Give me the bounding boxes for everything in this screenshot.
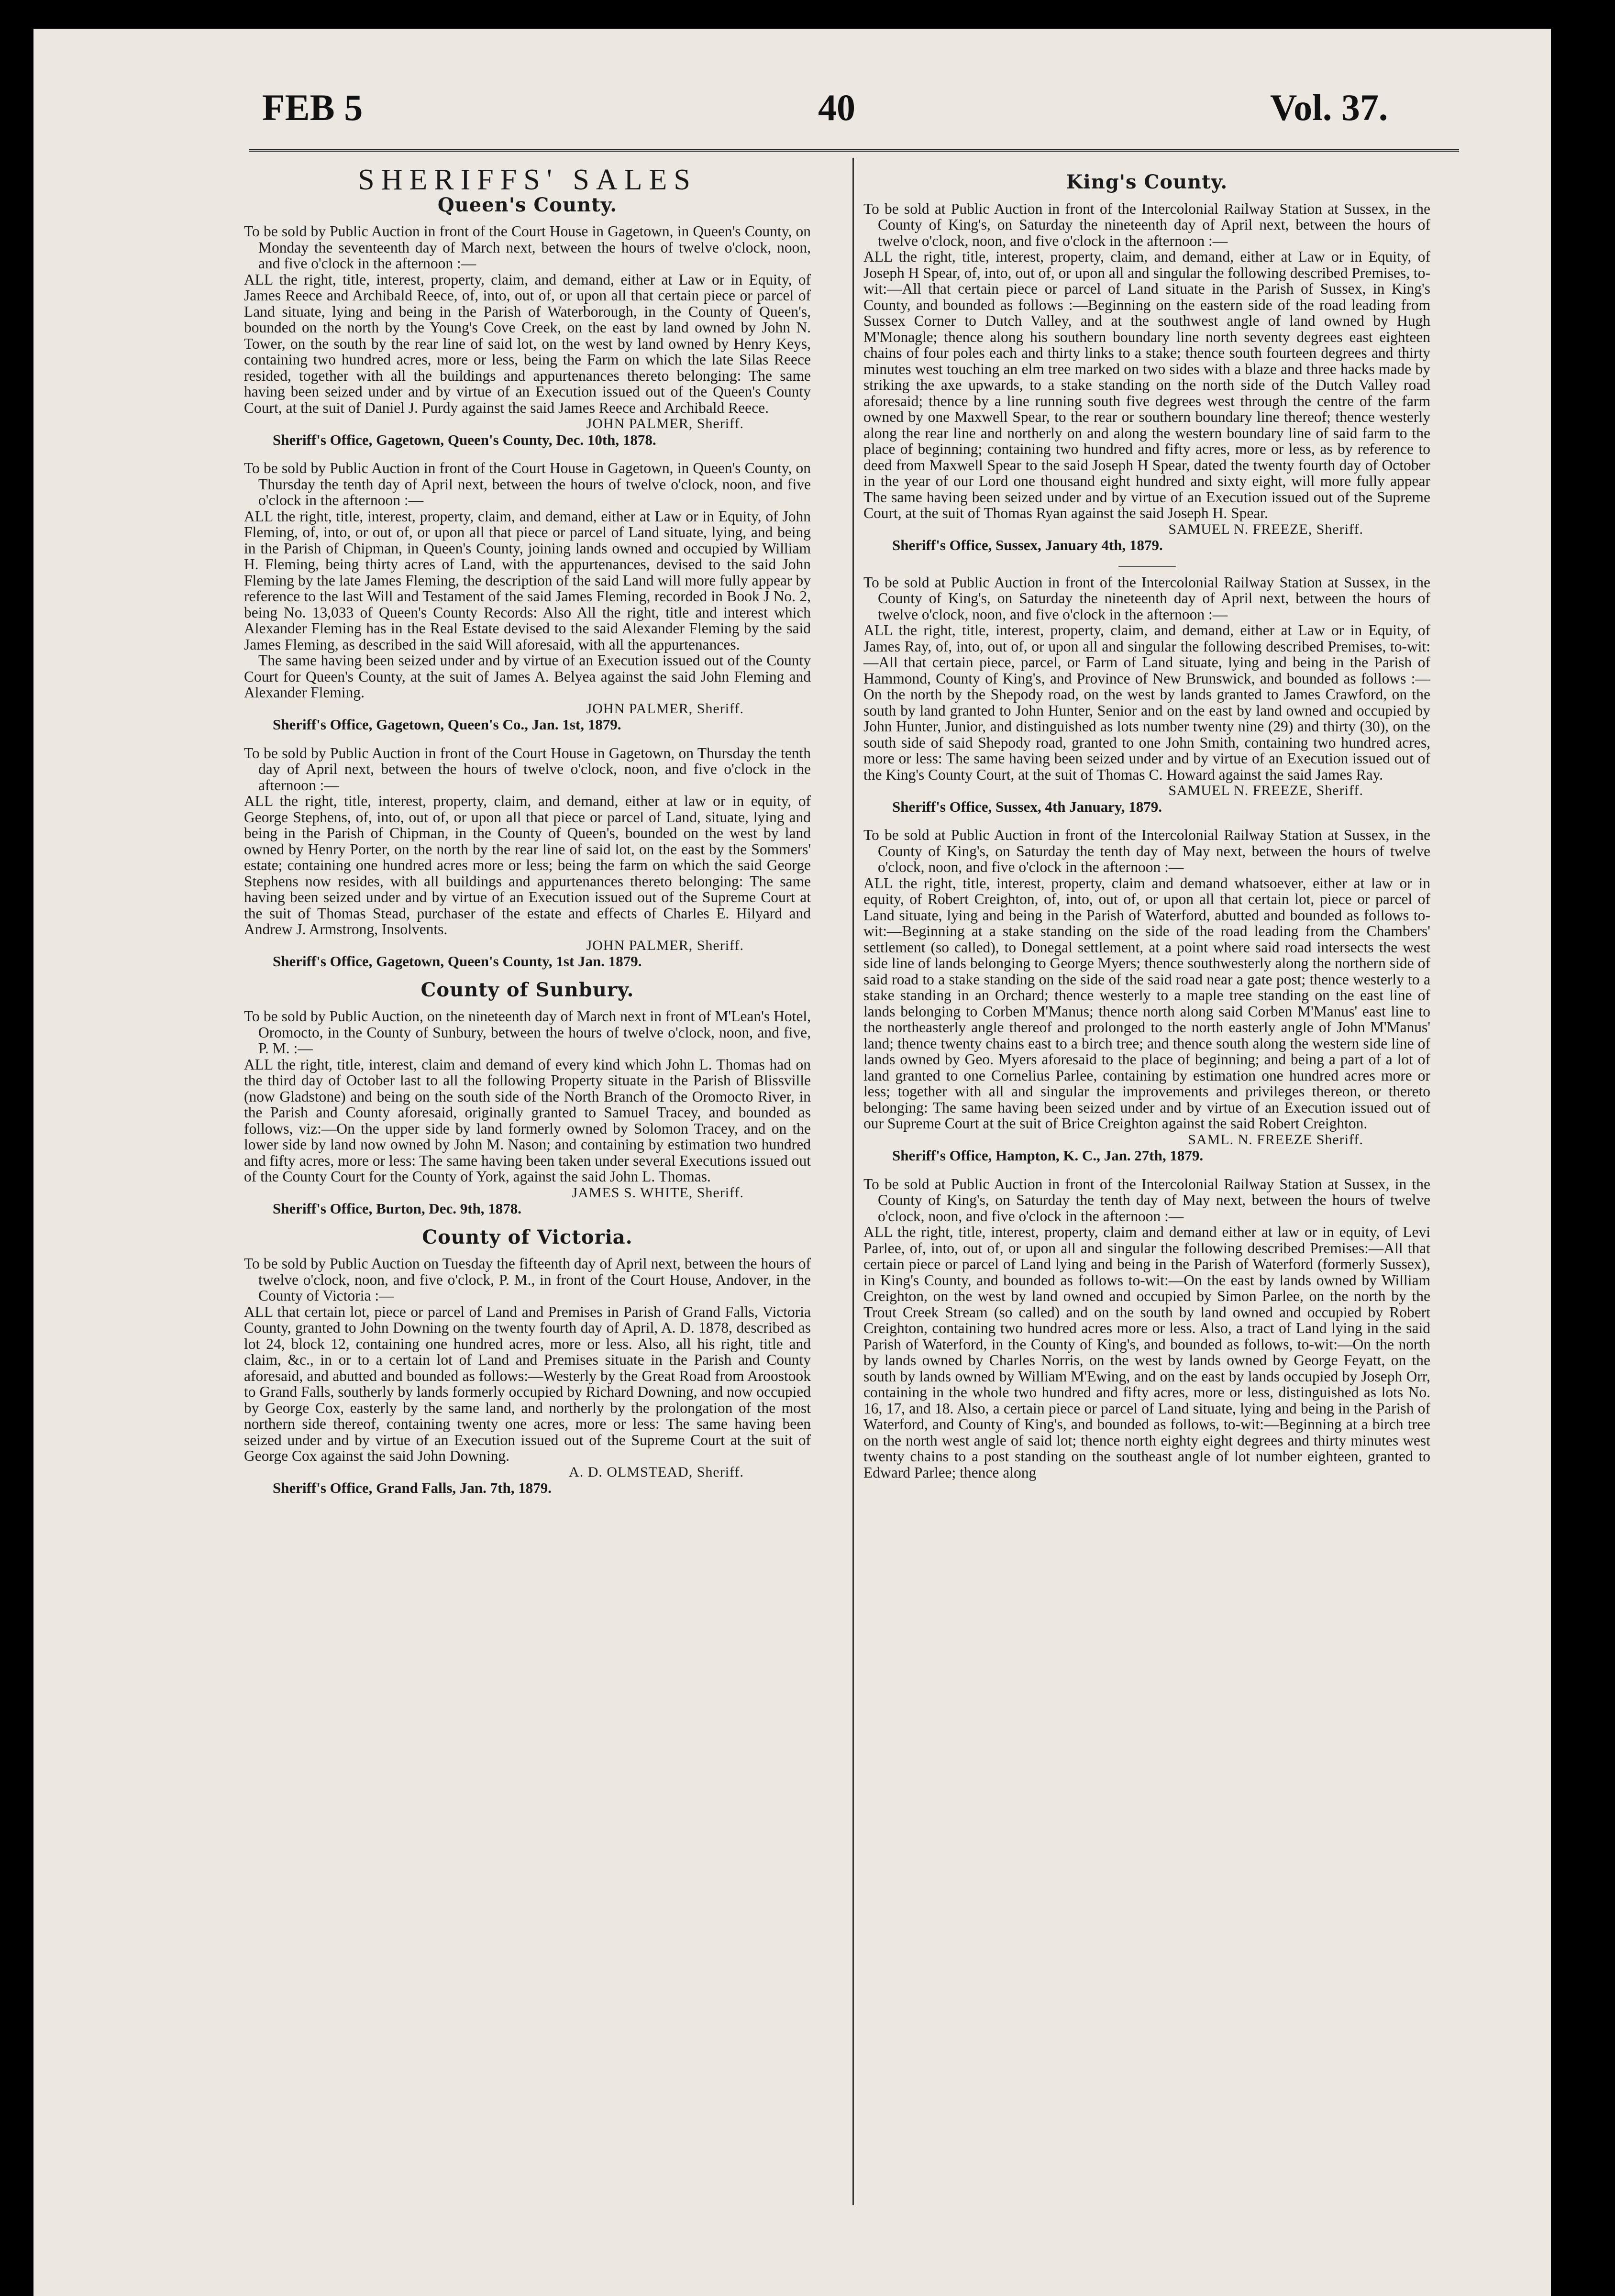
sheriff-office-date: Sheriff's Office, Burton, Dec. 9th, 1878.: [273, 1200, 522, 1217]
notice-body: ALL that certain lot, piece or parcel of Land and Premises in Parish of Grand Falls, Victoria County, granted to John Downing on the twenty fourth day of April, A. D. 1878, described as lot 24, block 12, containing one hundred acres, more or less. Also, all his right, title and claim, &c., in or to a certain lot of Land and Premises situate in the Parish and County aforesaid, and abutted and bounded as follows:—Westerly by the Great Road from Aroostook to Grand Falls, southerly by lands formerly occupied by Richard Downing, and now occupied by George Cox, easterly by the same land, and northerly by the prolongation of the most northern side thereof, containing twenty one acres, more or less: The same having been seized under and by virtue of an Execution issued out of the Supreme Court at the suit of George Cox against the said John Downing.: [244, 1303, 811, 1464]
notice-body: ALL the right, title, interest, property, claim, and demand, either at law or in equity, of George Stephens, of, into, out of, or upon all that piece or parcel of Land, situate, lying and being in the Parish of Chipman, in the County of Queen's, bounded on the west by land owned by Henry Porter, on the north by the rear line of said lot, on the east by the Sommers' estate; containing one hundred acres more or less; being the farm on which the said George Stephens now resides, with all buildings and appurtenances thereto belonging: The same having been seized under and by virtue of an Execution issued out of the Supreme Court at the suit of Thomas Stead, purchaser of the estate and effects of Charles E. Hilyard and Andrew J. Armstrong, Insolvents.: [244, 793, 811, 938]
notice-body: ALL the right, title, interest, property, claim, and demand, either at Law or in Equity, of James Reece and Archibald Reece, of, into, out of, or upon all that certain piece or parcel of Land situate, lying and being in the Parish of Waterborough, in the County of Queen's, bounded on the north by the Young's Cove Creek, on the east by land owned by John N. Tower, on the south by the rear line of said lot, on the west by land owned by Henry Keys, containing two hundred acres, more or less, being the Farm on which the late Silas Reece resided, together with all the buildings and appurtenances thereto belonging: The same having been seized under and by virtue of an Execution issued out of the Queen's County Court, at the suit of Daniel J. Purdy against the said James Reece and Archibald Reece.: [244, 271, 811, 416]
notice-body: ALL the right, title, interest, property, claim, and demand, either at Law or in Equity, of Joseph H Spear, of, into, out of, or upon all and singular the following described Premises, to-wit:—All that certain piece or parcel of Land situate in the Parish of Sussex, in King's County, and bounded as follows :—Beginning on the eastern side of the road leading from Sussex Corner to Dutch Valley, and at the southwest angle of land owned by Hugh M'Monagle; thence along his southern boundary line north seventy degrees east eighteen chains of four poles each and thirty links to a stake; thence south fourteen degrees and thirty minutes west touching an elm tree marked on two sides with a blaze and three hacks made by striking the axe upwards, to a stake standing on the north side of the Dutch Valley road aforesaid; thence by a line running south five degrees west through the centre of the farm owned by one Maxwell Spear, to the rear or southern boundary line thereof; thence westerly along the rear line and northerly on and along the western boundary line of said farm to the place of beginning; containing two hundred and fifty acres, more or less, as by reference to deed from Maxwell Spear to the said Joseph H Spear, dated the twenty fourth day of October in the year of our Lord one thousand eight hundred and sixty eight, will more fully appear The same having been seized under and by virtue of an Execution issued out of the Supreme Court, at the suit of Thomas Ryan against the said Joseph H. Spear.: [863, 248, 1430, 521]
header-rule: [249, 149, 1459, 152]
notice-lead: To be sold at Public Auction in front of the Intercolonial Railway Station at Sussex, in the County of King's, on Saturday the nineteenth day of April next, between the hours of twelve o'clock, noon, and five o'clock in the afternoon :—: [863, 574, 1430, 623]
issue-date: FEB 5: [262, 87, 363, 128]
notice-lead: To be sold by Public Auction on Tuesday the fifteenth day of April next, between the hours of twelve o'clock, noon, and five o'clock, P. M., in front of the Court House, Andover, in the County of Victoria :—: [244, 1255, 811, 1304]
notice-thomas: [244, 1008, 811, 1217]
left-column: [244, 164, 811, 1509]
sheriff-signature: JOHN PALMER, Sheriff.: [586, 700, 744, 717]
sheriff-signature: JOHN PALMER, Sheriff.: [586, 937, 744, 953]
notice-lead: To be sold by Public Auction in front of the Court House in Gagetown, in Queen's County, on Thursday the tenth day of April next, between the hours of twelve o'clock, noon, and five o'clock in the afternoon :—: [244, 460, 811, 508]
sheriff-signature: SAML. N. FREEZE Sheriff.: [1188, 1131, 1363, 1148]
notice-body: ALL the right, title, interest, property, claim and demand whatsoever, either at law or in equity, of Robert Creighton, of, into, out of, or upon all that certain lot, piece or parcel of Land situate, lying and being in the Parish of Waterford, abutted and bounded as follows to-wit:—Beginning at a stake standing on the side of the road leading from the Chambers' settlement (so called), to Donegal settlement, at a point where said road intersects the west side line of lands belonging to George Myers; thence southwesterly along the northern side of said road to a stake standing on the side of the said road near a gate post; thence westerly to a stake standing in an Orchard; thence westerly to a maple tree standing on the east line of lands belonging to Corben M'Manus; thence north along said Corben M'Manus' east line to the northeasterly angle thereof and prolonged to the north easterly angle of John M'Manus' land; thence twenty chains east to a birch tree; and thence south along the western side line of lands owned by Geo. Myers aforesaid to the place of beginning; and being a part of a lot of land granted to one Cornelius Parlee, containing by estimation one hundred acres more or less; together with all and singular the improvements and privileges thereon, or thereto belonging: The same having been seized under and by virtue of an Execution issued out of our Supreme Court at the suit of Brice Creighton against the said Robert Creighton.: [863, 874, 1430, 1132]
section-title: SHERIFFS' SALES: [358, 164, 697, 196]
volume-number: Vol. 37.: [1270, 87, 1388, 128]
notice-lead: To be sold at Public Auction in front of the Intercolonial Railway Station at Sussex, in the County of King's, on Saturday the nineteenth day of April next, between the hours of twelve o'clock, noon, and five o'clock in the afternoon :—: [863, 200, 1430, 249]
notice-lead: To be sold by Public Auction in front of the Court House in Gagetown, in Queen's County, on Monday the seventeenth day of March next, between the hours of twelve o'clock, noon, and five o'clock in the afternoon :—: [244, 223, 811, 272]
notice-ray: [863, 574, 1430, 815]
victoria-county-heading: County of Victoria.: [422, 1225, 633, 1248]
sheriff-signature: A. D. OLMSTEAD, Sheriff.: [569, 1464, 744, 1480]
notice-lead: To be sold by Public Auction, on the nineteenth day of March next in front of M'Lean's Hotel, Oromocto, in the County of Sunbury, between the hours of twelve o'clock, noon, and five, P. M. :—: [244, 1008, 811, 1057]
sheriff-signature: JOHN PALMER, Sheriff.: [586, 416, 744, 431]
notice-body: ALL the right, title, interest, claim and demand of every kind which John L. Thomas had on the third day of October last to all the following Property situate in the Parish of Blissville (now Gladstone) and being on the south side of the North Branch of the Oromocto River, in the Parish and County aforesaid, originally granted to Samuel Tracey, and bounded as follows, viz:—On the upper side by land formerly owned by Solomon Tracey, and on the lower side by land now owned by John M. Nason; and containing by estimation two hundred and fifty acres, more or less: The same having been taken under several Executions issued out of the County Court for the County of York, against the said John L. Thomas.: [244, 1056, 811, 1185]
notice-body-continued: The same having been seized under and by virtue of an Execution issued out of the County Court for Queen's County, at the suit of James A. Belyea against the said John Fleming and Alexander Fleming.: [244, 652, 811, 701]
notice-body: ALL the right, title, interest, property, claim and demand either at law or in equity, of Levi Parlee, of, into, out of, or upon all and singular the following described Premises:—All that certain piece or parcel of Land lying and being in the Parish of Waterford (formerly Sussex), in King's County, and bounded as follows to-wit:—On the east by lands owned by William Creighton, on the west by land owned and occupied by Simon Parlee, on the north by the Trout Creek Stream (so called) and on the south by land owned and occupied by Robert Creighton, containing two hundred acres more or less. Also, a tract of Land lying in the said Parish of Waterford, in the County of King's, and bounded as follows, to-wit:—On the north by lands owned by Charles Norris, on the west by lands owned by George Feyatt, on the south by lands owned by William M'Ewing, and on the east by lands occupied by Joseph Orr, containing in the whole two hundred and fifty acres, more or less, distinguished as lots No. 16, 17, and 18. Also, a certain piece or parcel of Land situate, lying and being in the Parish of Waterford, and County of King's, and bounded as follows, to-wit:—Beginning at a birch tree on the north west angle of said lot; thence north eighty eight degrees and thirty minutes west twenty chains to a post standing on the southeast angle of lot number eighteen, granted to Edward Parlee; thence along: [863, 1224, 1430, 1481]
notice-reece: [244, 223, 811, 448]
notice-lead: To be sold at Public Auction in front of the Intercolonial Railway Station at Sussex, in the County of King's, on Saturday the tenth day of May next, between the hours of twelve o'clock, noon, and five o'clock in the afternoon :—: [863, 1175, 1430, 1225]
notice-body: ALL the right, title, interest, property, claim, and demand, either at Law or in Equity, of John Fleming, of, into, or out of, or upon all that piece or parcel of Land situate, lying, and being in the Parish of Chipman, in Queen's County, joining lands owned and occupied by William H. Fleming, being thirty acres of Land, with the appurtenances, devised to the said John Fleming by the late James Fleming, the description of the said Land will more fully appear by reference to the last Will and Testament of the said James Fleming, recorded in Book J No. 2, being No. 13,033 of Queen's County Records: Also All the right, title and interest which Alexander Fleming has in the Real Estate devised to the said Alexander Fleming by the said James Fleming, as described in the said Will aforesaid, with all the appurtenances.: [244, 508, 811, 653]
sheriff-office-date: Sheriff's Office, Gagetown, Queen's Co., Jan. 1st, 1879.: [273, 716, 621, 733]
right-column: [863, 172, 1430, 1493]
notice-stephens: [244, 745, 811, 970]
notice-spear: [863, 201, 1430, 553]
sunbury-county-heading: County of Sunbury.: [420, 978, 634, 1001]
sheriff-office-date: Sheriff's Office, Gagetown, Queen's County, 1st Jan. 1879.: [273, 953, 642, 970]
sheriff-office-date: Sheriff's Office, Sussex, January 4th, 1879.: [892, 537, 1163, 553]
sheriff-office-date: Sheriff's Office, Hampton, K. C., Jan. 27th, 1879.: [892, 1147, 1204, 1164]
sheriff-office-date: Sheriff's Office, Gagetown, Queen's County, Dec. 10th, 1878.: [273, 431, 656, 448]
column-divider: [852, 158, 854, 2205]
sheriff-signature: SAMUEL N. FREEZE, Sheriff.: [1168, 521, 1363, 537]
sheriff-signature: SAMUEL N. FREEZE, Sheriff.: [1168, 783, 1363, 798]
notice-fleming: [244, 460, 811, 733]
notice-lead: To be sold at Public Auction in front of the Intercolonial Railway Station at Sussex, in the County of King's, on Saturday the tenth day of May next, between the hours of twelve o'clock, noon, and five o'clock in the afternoon :—: [863, 827, 1430, 875]
sheriff-signature: JAMES S. WHITE, Sheriff.: [572, 1184, 744, 1201]
notice-separator: [1118, 566, 1176, 567]
notice-body: ALL the right, title, interest, property, claim, and demand, either at Law or in Equity, of James Ray, of, into, out of, or upon all and singular the following described Premises, to-wit:—All that certain piece, parcel, or Farm of Land situate, lying and being in the Parish of Hammond, County of King's, and Province of New Brunswick, and bounded as follows :—On the north by the Shepody road, on the west by lands granted to James Crawford, on the south by land granted to John Hunter, Senior and on the east by land owned and occupied by John Hunter, Junior, and distinguished as lots number twenty nine (29) and thirty (30), on the south side of said Shepody road, granted to one John Smith, containing two hundred acres, more or less: The same having been seized under and by virtue of an Execution issued out of the King's County Court, at the suit of Thomas C. Howard against the said James Ray.: [863, 622, 1430, 783]
kings-county-heading: King's County.: [1066, 171, 1228, 193]
queens-county-heading: Queen's County.: [437, 193, 618, 216]
page-number: 40: [818, 87, 855, 128]
sheriff-office-date: Sheriff's Office, Sussex, 4th January, 1879.: [892, 798, 1162, 815]
notice-parlee: [863, 1176, 1430, 1481]
notice-creighton: [863, 827, 1430, 1164]
notice-lead: To be sold by Public Auction in front of the Court House in Gagetown, on Thursday the tenth day of April next, between the hours of twelve o'clock, noon, and five o'clock in the afternoon :—: [244, 744, 811, 794]
sheriff-office-date: Sheriff's Office, Grand Falls, Jan. 7th, 1879.: [273, 1479, 552, 1496]
newspaper-page: [33, 29, 1551, 2296]
notice-downing: [244, 1256, 811, 1496]
